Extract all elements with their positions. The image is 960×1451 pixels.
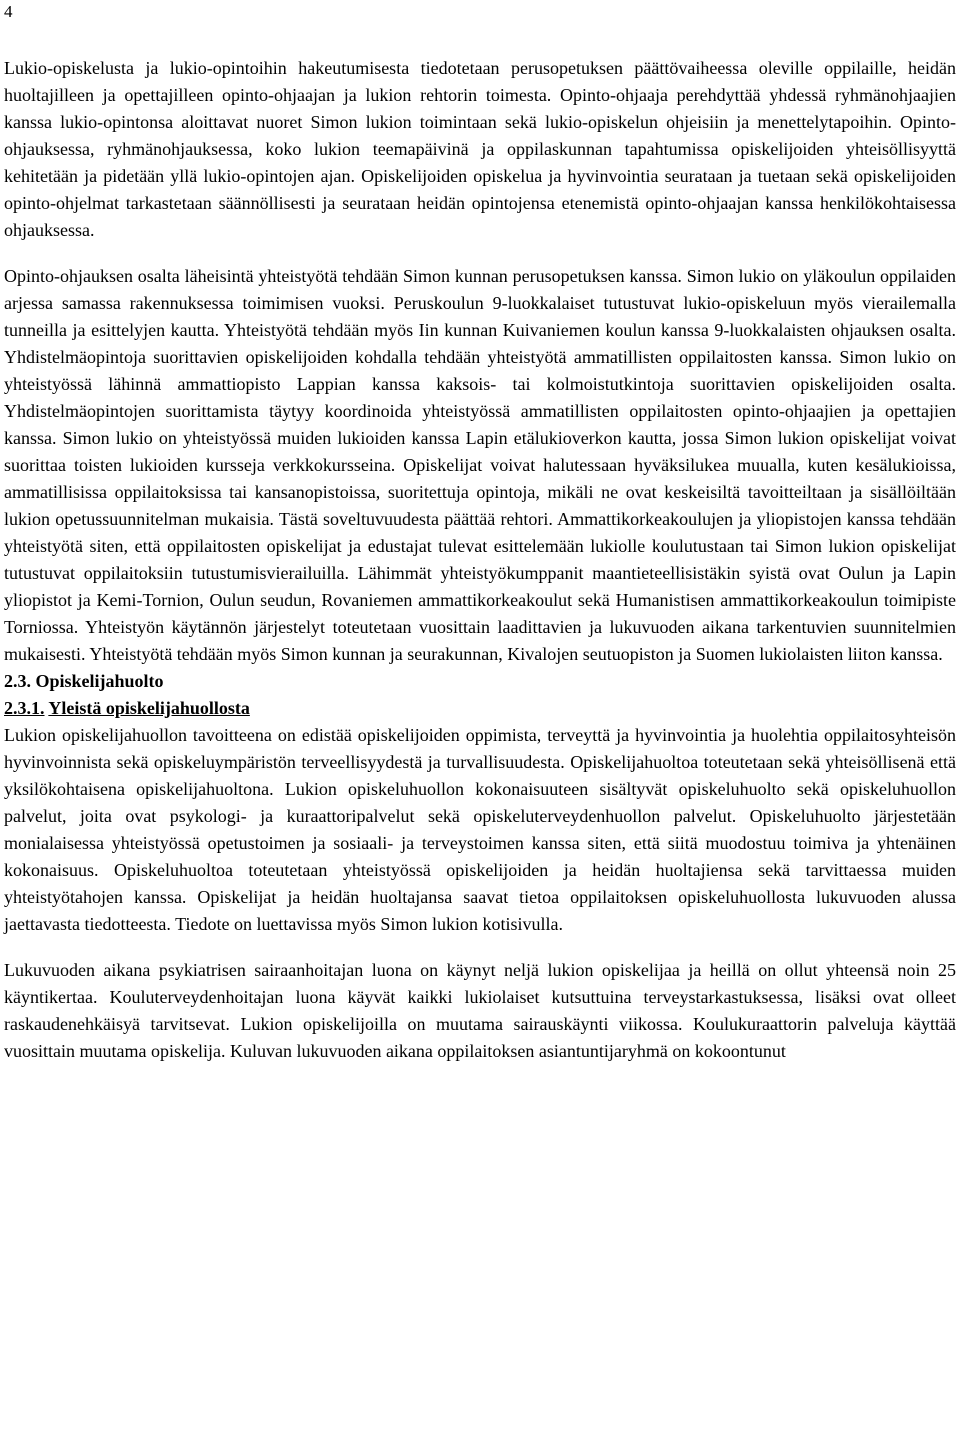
- paragraph-student-information: Lukio-opiskelusta ja lukio-opintoihin hakeutumisesta tiedotetaan perusopetuksen päättövaiheessa oleville oppilaille, heidän huoltajilleen ja opettajilleen opinto-ohjaajan ja lukion rehtorin toimesta. Opinto-ohjaaja perehdyttää yhdessä ryhmänohjaajien kanssa lukio-opintonsa aloittavat nuoret Simon lukion toimintaan sekä lukio-opiskelun ohjeisiin ja menettelytapoihin. Opinto-ohjauksessa, ryhmänohjauksessa, koko lukion teemapäivinä ja oppilaskunnan tapahtumissa opiskelijoiden yhteisöllisyyttä kehitetään ja pidetään yllä lukio-opintojen ajan. Opiskelijoiden opiskelua ja hyvinvointia seurataan ja tuetaan sekä opiskelijoiden opinto-ohjelmat tarkastetaan säännöllisesti ja seurataan heidän opintojensa etenemistä opinto-ohjaajan kanssa henkilökohtaisessa ohjauksessa.: [4, 58, 956, 240]
- document-body: [4, 55, 956, 1065]
- paragraph-welfare-statistics: Lukuvuoden aikana psykiatrisen sairaanhoitajan luona on käynyt neljä lukion opiskelijaa ja heillä on ollut yhteensä noin 25 käyntikertaa. Kouluterveydenhoitajan luona käyvät kaikki lukiolaiset kutsuttuina terveystarkastuksessa, lisäksi ovat olleet raskaudenehkäisyä tarvitsevat. Lukion opiskelijoilla on muutama sairauskäynti viikossa. Koulukuraattorin palveluja käyttää vuosittain muutama opiskelija. Kuluvan lukuvuoden aikana oppilaitoksen asiantuntijaryhmä on kokoontunut: [4, 960, 956, 1061]
- paragraph-student-welfare: Lukion opiskelijahuollon tavoitteena on edistää opiskelijoiden oppimista, terveyttä ja hyvinvointia ja huolehtia oppilaitosyhteisön hyvinvoinnista sekä opiskeluympäristön terveellisyydestä ja turvallisuudesta. Opiskelijahuoltoa toteutetaan sekä yhteisöllisenä että yksilökohtaisena opiskelijahuoltona. Lukion opiskeluhuollon kokonaisuuteen sisältyvät opiskeluhuolto sekä opiskeluhuollon palvelut, joita ovat psykologi- ja kuraattoripalvelut sekä opiskeluterveydenhuollon palvelut. Opiskeluhuolto järjestetään monialaisessa yhteistyössä opetustoimen ja sosiaali- ja terveystoimen kanssa siten, että siitä muodostuu toimiva ja yhtenäinen kokonaisuus. Opiskeluhuoltoa toteutetaan yhteistyössä opiskelijoiden ja heidän huoltajiensa sekä tarvittaessa muiden yhteistyötahojen kanssa. Opiskelijat ja heidän huoltajansa saavat tietoa oppilaitoksen opiskeluhuollosta lukuvuoden alussa jaettavasta tiedotteesta. Tiedote on luettavissa myös Simon lukion kotisivulla.: [4, 725, 956, 934]
- paragraph-cooperation: Opinto-ohjauksen osalta läheisintä yhteistyötä tehdään Simon kunnan perusopetuksen kanssa. Simon lukio on yläkoulun oppilaiden arjessa samassa rakennuksessa toimimisen vuoksi. Peruskoulun 9-luokkalaiset tutustuvat lukio-opiskeluun myös vierailemalla tunneilla ja esittelyjen kautta. Yhteistyötä tehdään myös Iin kunnan Kuivaniemen koulun kanssa 9-luokkalaisten ohjauksen osalta. Yhdistelmäopintoja suorittavien opiskelijoiden kohdalla tehdään yhteistyötä ammatillisten oppilaitosten kanssa. Simon lukio on yhteistyössä lähinnä ammattiopisto Lappian kanssa kaksois- tai kolmoistutkintoja suorittavien opiskelijoiden osalta. Yhdistelmäopintojen suorittamista täytyy koordinoida yhteistyössä ammatillisten oppilaitosten opinto-ohjaajien ja opettajien kanssa. Simon lukio on yhteistyössä muiden lukioiden kanssa Lapin etälukioverkon kautta, jossa Simon lukion opiskelijat voivat suorittaa toisten lukioiden kursseja verkkokursseina. Opiskelijat voivat halutessaan hyväksilukea muualla, kuten kesälukioissa, ammatillisissa oppilaitoksissa tai kansanopistoissa, suoritettuja opintoja, mikäli ne ovat keskeisiltä tavoitteiltaan ja sisällöiltään lukion opetussuunnitelman mukaisia. Tästä soveltuvuudesta päättää rehtori. Ammattikorkeakoulujen ja yliopistojen kanssa tehdään yhteistyötä siten, että oppilaitosten opiskelijat ja edustajat tulevat esittelemään lukiolle koulutustaan tai Simon lukion opiskelijat tutustuvat oppilaitoksiin tutustumisvierailuilla. Lähimmät yhteistyökumppanit maantieteellisistäkin syistä ovat Oulun ja Lapin yliopistot ja Kemi-Tornion, Oulun seudun, Rovaniemen ammattikorkeakoulut sekä Humanistisen ammattikorkeakoulun toimipiste Torniossa. Yhteistyön käytännön järjestelyt toteutetaan vuosittain laadittavien ja lukuvuoden aikana tarkentuvien suunnitelmien mukaisesti. Yhteistyötä tehdään myös Simon kunnan ja seurakunnan, Kivalojen seutuopiston ja Suomen lukiolaisten liiton kanssa.: [4, 266, 956, 664]
- subsection-number: 2.3.1.: [4, 698, 45, 718]
- section-heading: 2.3. Opiskelijahuolto: [4, 671, 164, 691]
- page-number: 4: [4, 2, 13, 21]
- subsection-title: Yleistä opiskelijahuollosta: [48, 698, 250, 718]
- subsection-heading: [4, 695, 956, 722]
